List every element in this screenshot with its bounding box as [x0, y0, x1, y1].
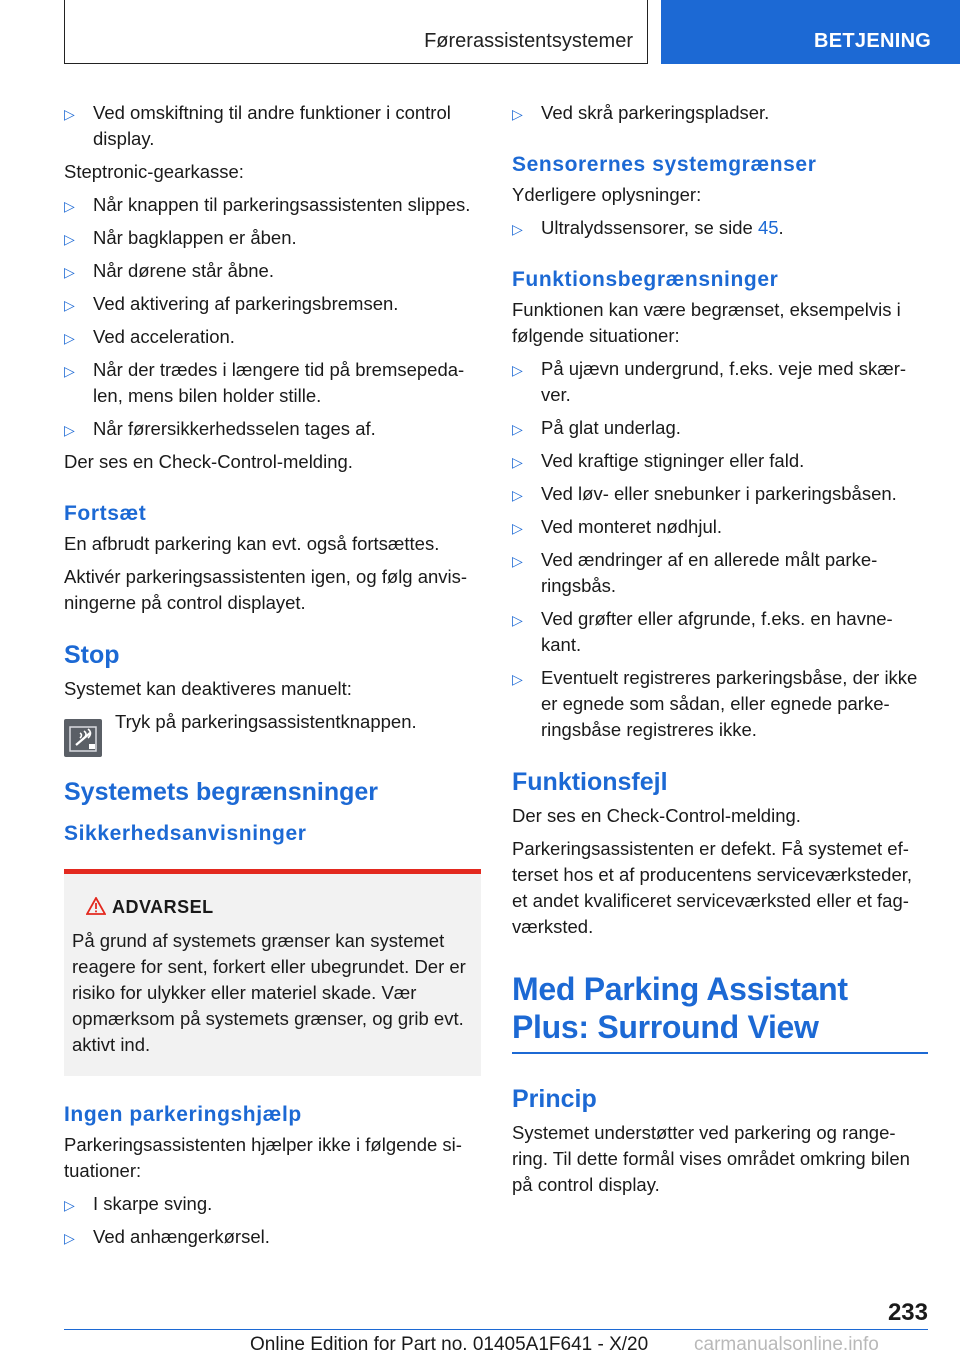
triangle-bullet-icon: ▷ — [64, 264, 75, 280]
triangle-bullet-icon: ▷ — [64, 422, 75, 438]
right-column — [512, 100, 928, 1205]
triangle-bullet-icon: ▷ — [64, 1230, 75, 1246]
list-item: ▷ Ved grøfter eller afgrunde, f.eks. en havne-kant. — [512, 608, 893, 655]
footer-rule — [64, 1329, 928, 1330]
heading-no-parking-help: Ingen parkeringshjælp — [64, 1103, 302, 1126]
triangle-bullet-icon: ▷ — [512, 520, 523, 536]
header-section-box — [64, 0, 648, 64]
steptronic-label: Steptronic-gearkasse: — [64, 161, 244, 182]
triangle-bullet-icon: ▷ — [512, 106, 523, 122]
triangle-bullet-icon: ▷ — [512, 221, 523, 237]
footer-watermark: carmanualsonline.info — [694, 1334, 879, 1355]
list-item: ▷ På ujævn undergrund, f.eks. veje med skær-ver. — [512, 358, 907, 405]
paragraph: Der ses en Check-Control-melding. — [512, 805, 801, 826]
triangle-bullet-icon: ▷ — [64, 330, 75, 346]
park-button-instruction — [64, 709, 481, 749]
triangle-bullet-icon: ▷ — [512, 487, 523, 503]
list-item: ▷ Når førersikkerhedsselen tages af. — [64, 416, 481, 442]
header-chapter-tab — [661, 0, 960, 64]
heading-rule — [512, 1052, 928, 1054]
triangle-bullet-icon: ▷ — [512, 421, 523, 437]
triangle-bullet-icon: ▷ — [64, 231, 75, 247]
paragraph: Systemet kan deaktiveres manuelt: — [64, 678, 352, 699]
list-item: ▷ Ved omskiftning til andre funktioner i control display. — [64, 102, 451, 149]
check-control-text: Der ses en Check-Control-melding. — [64, 451, 353, 472]
heading-line: Med Parking Assistant — [512, 971, 848, 1007]
list-item: ▷ Ultralydssensorer, se side 45. — [512, 215, 928, 241]
heading-fortsaet: Fortsæt — [64, 502, 147, 525]
heading-princip: Princip — [512, 1085, 597, 1113]
paragraph: Yderligere oplysninger: — [512, 184, 702, 205]
paragraph: Funktionen kan være begrænset, eksempelvis i følgende situationer: — [512, 299, 901, 346]
steptronic-list — [64, 192, 481, 442]
footer-edition: Online Edition for Part no. 01405A1F641 - X/20 — [250, 1334, 649, 1355]
heading-safety: Sikkerhedsanvisninger — [64, 822, 307, 845]
parking-assistant-button-icon — [64, 719, 102, 757]
triangle-bullet-icon: ▷ — [64, 1197, 75, 1213]
heading-sensor-limits: Sensorernes systemgrænser — [512, 153, 817, 176]
list-item: ▷ Ved skrå parkeringspladser. — [512, 100, 928, 126]
list-item: ▷ Når knappen til parkeringsassistenten slippes. — [64, 192, 481, 218]
page-number: 233 — [887, 1299, 928, 1326]
triangle-bullet-icon: ▷ — [64, 198, 75, 214]
paragraph: Parkeringsassistenten hjælper ikke i følgende si-tuationer: — [64, 1134, 462, 1181]
function-limits-list — [512, 356, 928, 743]
paragraph: Aktivér parkeringsassistenten igen, og følg anvis-ningerne på control displayet. — [64, 566, 468, 613]
list-item: ▷ Når der trædes i længere tid på bremsepeda-len, mens bilen holder stille. — [64, 359, 465, 406]
paragraph: En afbrudt parkering kan evt. også fortsættes. — [64, 533, 440, 554]
list-item: ▷ Ved aktivering af parkeringsbremsen. — [64, 291, 481, 317]
header-section-title: Førerassistentsystemer — [424, 30, 633, 52]
no-help-list — [64, 1191, 481, 1250]
heading-function-limits: Funktionsbegrænsninger — [512, 268, 779, 291]
list-item: ▷ Eventuelt registreres parkeringsbåse, der ikke er egnede som sådan, eller egnede parke-ringsbåse registreres ikke. — [512, 667, 918, 740]
heading-surround-view — [512, 970, 928, 1046]
triangle-bullet-icon: ▷ — [512, 362, 523, 378]
header-chapter-title: BETJENING — [814, 30, 932, 52]
right-top-list — [512, 100, 928, 126]
paragraph: Systemet understøtter ved parkering og range-ring. Til dette formål vises området omkring bilen på control display. — [512, 1122, 910, 1195]
paragraph: Parkeringsassistenten er defekt. Få systemet ef-terset hos et af producentens serviceværksteder, et andet kvalificeret serviceværksted eller et fag-værksted. — [512, 838, 913, 937]
warning-triangle-icon — [86, 897, 106, 915]
list-item: ▷ Når bagklappen er åben. — [64, 225, 481, 251]
warning-box — [64, 869, 481, 1076]
heading-system-limits: Systemets begrænsninger — [64, 778, 378, 806]
list-item: ▷ Når dørene står åbne. — [64, 258, 481, 284]
left-top-list — [64, 100, 481, 152]
page-link[interactable]: 45 — [757, 217, 779, 238]
triangle-bullet-icon: ▷ — [64, 297, 75, 313]
list-item: ▷ Ved ændringer af en allerede målt parke-ringsbås. — [512, 549, 878, 596]
list-item: ▷ I skarpe sving. — [64, 1191, 481, 1217]
list-item: ▷ Ved acceleration. — [64, 324, 481, 350]
list-item: ▷ På glat underlag. — [512, 415, 928, 441]
heading-line: Plus: Surround View — [512, 1009, 819, 1045]
warning-text: På grund af systemets grænser kan systemet reagere for sent, forkert eller ubegrundet. Der er risiko for ulykker eller materiel skade. Vær opmærksom på systemets grænser, og grib evt. aktivt ind. — [72, 930, 466, 1055]
park-button-text: Tryk på parkeringsassistentknappen. — [115, 711, 417, 732]
triangle-bullet-icon: ▷ — [64, 363, 75, 379]
left-column — [64, 100, 481, 1257]
heading-stop: Stop — [64, 641, 120, 669]
list-item: ▷ Ved kraftige stigninger eller fald. — [512, 448, 928, 474]
triangle-bullet-icon: ▷ — [512, 671, 523, 687]
triangle-bullet-icon: ▷ — [64, 106, 75, 122]
list-item: ▷ Ved løv- eller snebunker i parkeringsbåsen. — [512, 481, 928, 507]
triangle-bullet-icon: ▷ — [512, 553, 523, 569]
list-item: ▷ Ved anhængerkørsel. — [64, 1224, 481, 1250]
heading-function-fault: Funktionsfejl — [512, 768, 668, 796]
sensor-list — [512, 215, 928, 241]
triangle-bullet-icon: ▷ — [512, 612, 523, 628]
warning-title: ADVARSEL — [72, 894, 471, 920]
list-item: ▷ Ved monteret nødhjul. — [512, 514, 928, 540]
triangle-bullet-icon: ▷ — [512, 454, 523, 470]
